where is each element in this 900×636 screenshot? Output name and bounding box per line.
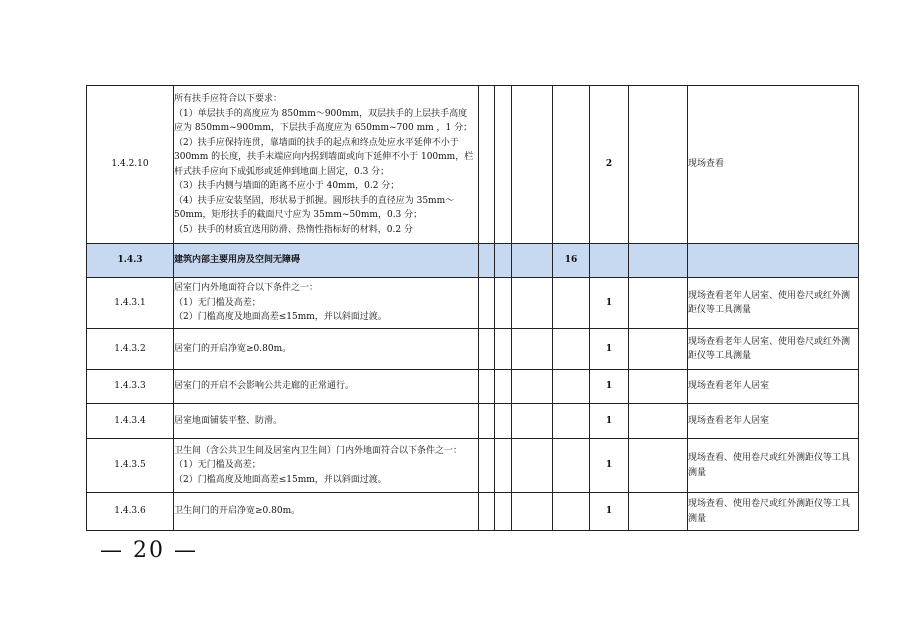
item-code: 1.4.3.3 <box>87 370 174 404</box>
item-code: 1.4.3.6 <box>87 493 174 531</box>
item-score: 1 <box>590 329 629 370</box>
table-row <box>87 439 859 493</box>
item-code: 1.4.3.5 <box>87 439 174 493</box>
item-score: 1 <box>590 278 629 329</box>
item-score: 2 <box>590 86 629 244</box>
item-score: 1 <box>590 493 629 531</box>
table-row <box>87 404 859 439</box>
section-code: 1.4.3 <box>87 244 174 278</box>
check-method: 现场查看老年人居室 <box>688 404 859 439</box>
section-row <box>87 244 859 278</box>
item-content: 所有扶手应符合以下要求： （1）单层扶手的高度应为 850mm～900mm，双层扶手的上层扶手高度 应为 850mm~900mm，下层扶手高度应为 650mm~700 mm ，1 分； （2）扶手应保持连贯，靠墙面的扶手的起点和终点处应水平延伸不小于 300mm 的长度，扶手末端应向内拐到墙面或向下延伸不小于 100mm，栏 杆式扶手应向下成弧形或延伸到地面上固定，0.3 分； （3）扶手内侧与墙面的距离不应小于 40mm，0.2 分； （4）扶手应安装坚固，形状易于抓握。圆形扶手的直径应为 35mm～ 50mm，矩形扶手的截面尺寸应为 35mm~50mm，0.3 分； （5）扶手的材质宜选用防滑、热惰性指标好的材料，0.2 分 <box>174 86 479 244</box>
section-title: 建筑内部主要用房及空间无障碍 <box>174 244 479 278</box>
table-row <box>87 329 859 370</box>
item-code: 1.4.3.4 <box>87 404 174 439</box>
check-method: 现场查看老年人居室、使用卷尺或红外测 距仪等工具测量 <box>688 329 859 370</box>
item-content: 居室门的开启不会影响公共走廊的正常通行。 <box>174 370 479 404</box>
check-method: 现场查看老年人居室、使用卷尺或红外测 距仪等工具测量 <box>688 278 859 329</box>
item-score: 1 <box>590 404 629 439</box>
item-content: 居室门内外地面符合以下条件之一： （1）无门槛及高差； （2）门槛高度及地面高差≤15mm，并以斜面过渡。 <box>174 278 479 329</box>
check-method: 现场查看老年人居室 <box>688 370 859 404</box>
item-code: 1.4.3.1 <box>87 278 174 329</box>
check-method: 现场查看、使用卷尺或红外测距仪等工具 测量 <box>688 439 859 493</box>
item-code: 1.4.2.10 <box>87 86 174 244</box>
table-row <box>87 278 859 329</box>
item-score: 1 <box>590 370 629 404</box>
assessment-table <box>86 85 859 531</box>
item-score: 1 <box>590 439 629 493</box>
table-row <box>87 370 859 404</box>
item-content: 居室门的开启净宽≥0.80m。 <box>174 329 479 370</box>
section-total: 16 <box>553 244 590 278</box>
table-row <box>87 86 859 244</box>
item-code: 1.4.3.2 <box>87 329 174 370</box>
item-content: 卫生间（含公共卫生间及居室内卫生间）门内外地面符合以下条件之一： （1）无门槛及高差； （2）门槛高度及地面高差≤15mm，并以斜面过渡。 <box>174 439 479 493</box>
check-method: 现场查看、使用卷尺或红外测距仪等工具 测量 <box>688 493 859 531</box>
page-number: — 20 — <box>100 538 198 563</box>
check-method: 现场查看 <box>688 86 859 244</box>
table-row <box>87 493 859 531</box>
item-content: 卫生间门的开启净宽≥0.80m。 <box>174 493 479 531</box>
item-content: 居室地面铺装平整、防滑。 <box>174 404 479 439</box>
